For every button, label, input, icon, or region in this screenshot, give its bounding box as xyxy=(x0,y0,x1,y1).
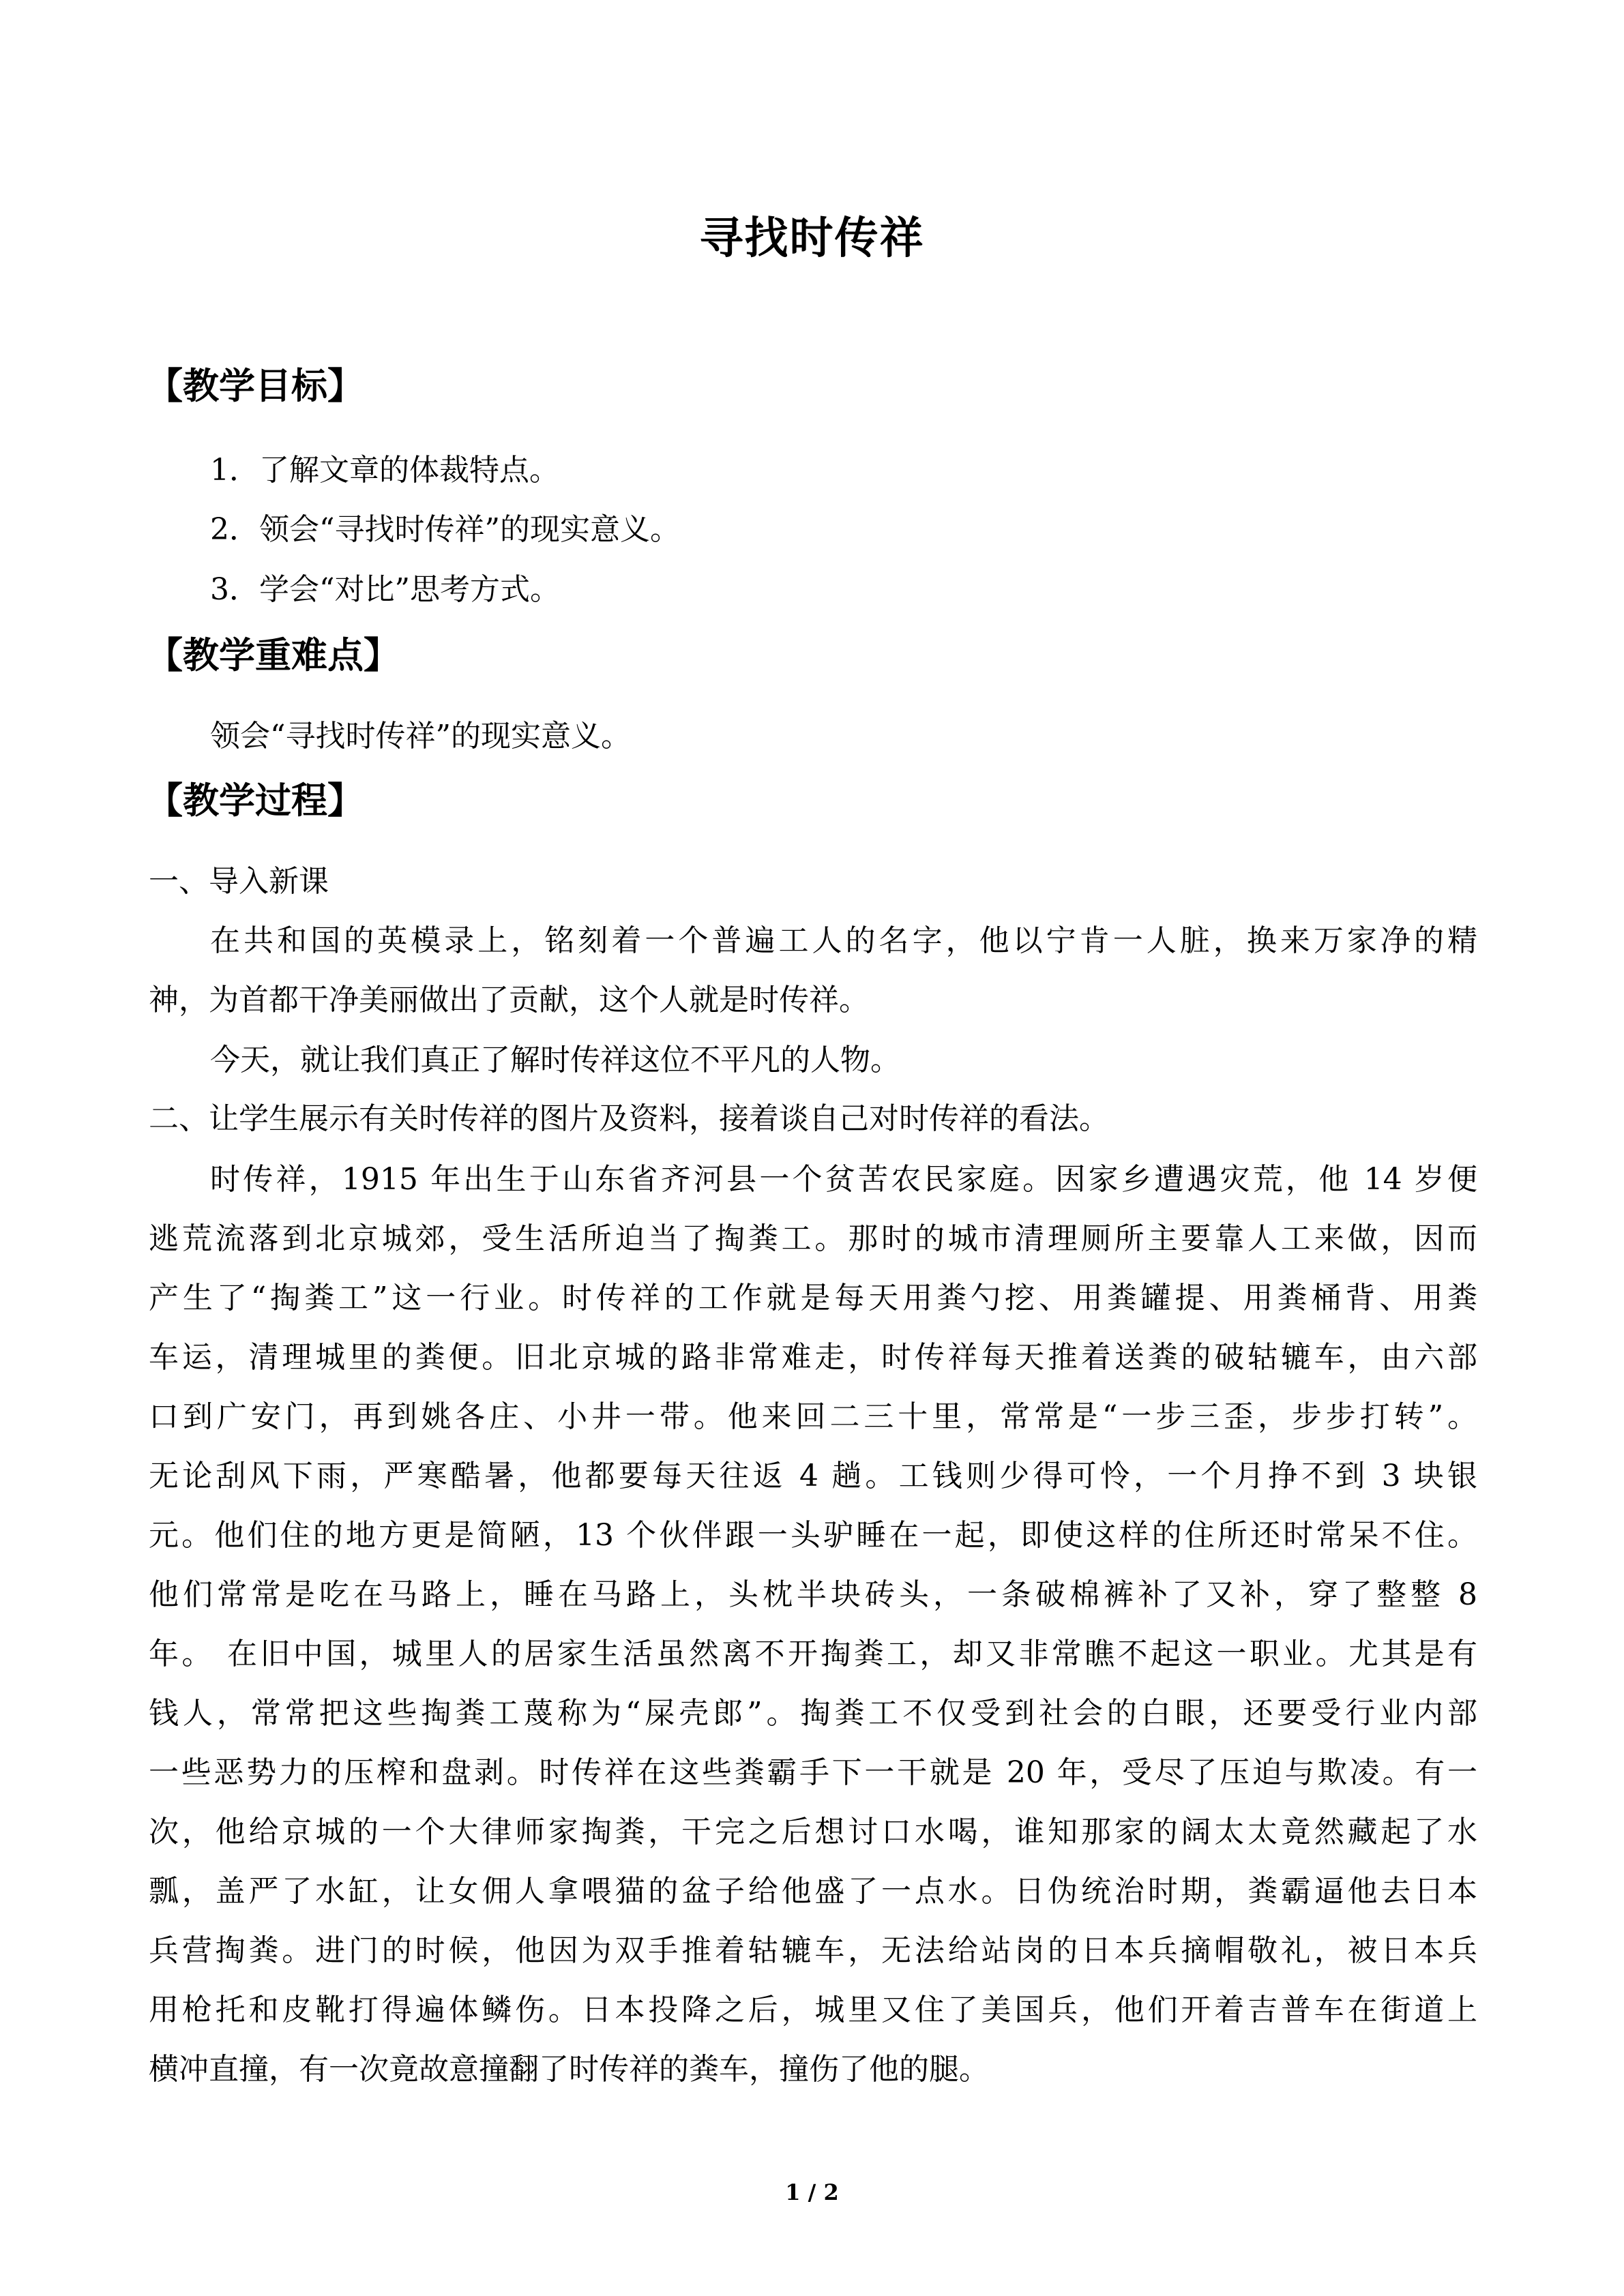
intro-paragraph-2: 今天，就让我们真正了解时传祥这位不平凡的人物。 xyxy=(210,1043,900,1077)
bio-paragraph-line: 横冲直撞，有一次竟故意撞翻了时传祥的粪车，撞伤了他的腿。 xyxy=(149,2052,989,2087)
bio-paragraph-line: 瓢，盖严了水缸，让女佣人拿喂猫的盆子给他盛了一点水。日伪统治时期，粪霸逼他去日本 xyxy=(149,1874,1477,1909)
bio-paragraph-line: 口到广安门，再到姚各庄、小井一带。他来回二三十里，常常是“一步三歪，步步打转”。 xyxy=(149,1399,1477,1434)
process-heading: 【教学过程】 xyxy=(147,780,364,822)
objective-item: 2．领会“寻找时传祥”的现实意义。 xyxy=(210,512,680,547)
bio-paragraph-line: 用枪托和皮靴打得遍体鳞伤。日本投降之后，城里又住了美国兵，他们开着吉普车在街道上 xyxy=(149,1993,1477,2027)
bio-paragraph-line: 逃荒流落到北京城郊，受生活所迫当了掏粪工。那时的城市清理厕所主要靠人工来做，因而 xyxy=(149,1221,1477,1256)
bio-paragraph-line: 无论刮风下雨，严寒酷暑，他都要每天往返 4 趟。工钱则少得可怜，一个月挣不到 3 块银 xyxy=(149,1459,1477,1493)
bio-paragraph-line: 兵营掏粪。进门的时候，他因为双手推着轱辘车，无法给站岗的日本兵摘帽敬礼，被日本兵 xyxy=(149,1933,1477,1968)
bio-paragraph-line: 元。他们住的地方更是简陋，13 个伙伴跟一头驴睡在一起，即使这样的住所还时常呆不住。 xyxy=(149,1518,1477,1553)
bio-paragraph-line: 年。 在旧中国，城里人的居家生活虽然离不开掏粪工，却又非常瞧不起这一职业。尤其是有 xyxy=(149,1637,1477,1671)
intro-paragraph-line: 在共和国的英模录上，铭刻着一个普遍工人的名字，他以宁肯一人脏，换来万家净的精 xyxy=(210,923,1477,958)
bio-paragraph-line: 车运，清理城里的粪便。旧北京城的路非常难走，时传祥每天推着送粪的破轱辘车，由六部 xyxy=(149,1340,1477,1375)
bio-paragraph-line: 产生了“掏粪工”这一行业。时传祥的工作就是每天用粪勺挖、用粪罐提、用粪桶背、用粪 xyxy=(149,1281,1477,1315)
page-number: 1 / 2 xyxy=(785,2179,839,2205)
objective-item: 3．学会“对比”思考方式。 xyxy=(210,572,560,607)
key-points-heading: 【教学重难点】 xyxy=(147,635,400,676)
bio-paragraph-line: 时传祥，1915 年出生于山东省齐河县一个贫苦农民家庭。因家乡遭遇灾荒，他 14 岁便 xyxy=(210,1162,1477,1197)
bio-paragraph-line: 他们常常是吃在马路上，睡在马路上，头枕半块砖头，一条破棉裤补了又补，穿了整整 8 xyxy=(149,1577,1477,1612)
bio-paragraph-line: 次，他给京城的一个大律师家掏粪，干完之后想讨口水喝，谁知那家的阔太太竟然藏起了水 xyxy=(149,1815,1477,1849)
key-points-text: 领会“寻找时传祥”的现实意义。 xyxy=(210,719,631,754)
objective-item: 1．了解文章的体裁特点。 xyxy=(210,453,559,488)
bio-paragraph-line: 钱人，常常把这些掏粪工蔑称为“屎壳郎”。掏粪工不仅受到社会的白眼，还要受行业内部 xyxy=(149,1696,1477,1731)
intro-paragraph-line: 神，为首都干净美丽做出了贡献，这个人就是时传祥。 xyxy=(149,983,869,1017)
objectives-heading: 【教学目标】 xyxy=(147,366,364,407)
bio-paragraph-line: 一些恶势力的压榨和盘剥。时传祥在这些粪霸手下一干就是 20 年，受尽了压迫与欺凌。有一 xyxy=(149,1755,1477,1790)
document-title: 寻找时传祥 xyxy=(699,213,925,264)
part1-title: 一、导入新课 xyxy=(149,864,329,899)
part2-title: 二、让学生展示有关时传祥的图片及资料，接着谈自己对时传祥的看法。 xyxy=(149,1101,1109,1136)
